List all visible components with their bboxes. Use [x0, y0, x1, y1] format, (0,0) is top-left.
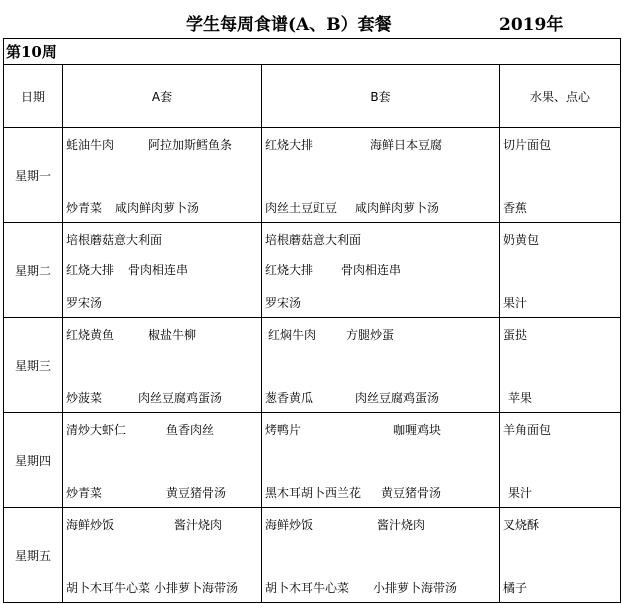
fruit: 果汁 [503, 296, 528, 310]
snack: 羊角面包 [503, 423, 552, 437]
dish: 椒盐牛柳 [148, 328, 197, 342]
dish: 红烧大排 [265, 263, 314, 277]
set-b-cell [262, 413, 500, 508]
dish: 蚝油牛肉 [66, 138, 115, 152]
set-a-cell [63, 508, 262, 603]
week-label: 第10周 [4, 39, 621, 65]
header-set-b: B套 [262, 65, 500, 128]
day-row-tue [4, 223, 621, 318]
set-a-cell [63, 413, 262, 508]
fruit-cell [500, 413, 621, 508]
dish: 罗宋汤 [66, 296, 103, 310]
dish: 胡卜木耳牛心菜 [265, 581, 350, 595]
fruit: 苹果 [508, 391, 533, 405]
day-label: 星期三 [4, 318, 63, 413]
dish: 小排萝卜海带汤 [154, 581, 239, 595]
fruit-cell [500, 508, 621, 603]
day-label: 星期二 [4, 223, 63, 318]
dish: 炒菠菜 [66, 391, 103, 405]
dish: 肉丝豆腐鸡蛋汤 [355, 391, 440, 405]
dish: 小排萝卜海带汤 [373, 581, 458, 595]
header-fruit: 水果、点心 [500, 65, 621, 128]
set-a-cell [63, 223, 262, 318]
header-date: 日期 [4, 65, 63, 128]
dish: 红烧大排 [66, 263, 115, 277]
dish: 葱香黄瓜 [265, 391, 314, 405]
day-row-thu [4, 413, 621, 508]
day-row-fri [4, 508, 621, 603]
dish: 红烧黄鱼 [66, 328, 115, 342]
menu-title: 学生每周食谱(A、B）套餐 [186, 15, 392, 35]
dish: 清炒大虾仁 [66, 423, 127, 437]
menu-year: 2019年 [499, 15, 564, 35]
dish: 酱汁烧肉 [377, 518, 426, 532]
page-title [0, 10, 623, 34]
fruit-cell [500, 128, 621, 223]
dish: 骨肉相连串 [128, 263, 189, 277]
dish: 鱼香肉丝 [166, 423, 215, 437]
dish: 烤鸭片 [265, 423, 302, 437]
snack: 奶黄包 [503, 233, 540, 247]
menu-table [3, 38, 621, 603]
set-b-cell [262, 508, 500, 603]
day-label: 星期五 [4, 508, 63, 603]
dish: 炒青菜 [66, 486, 103, 500]
dish: 红焖牛肉 [268, 328, 317, 342]
dish: 海鲜日本豆腐 [370, 138, 443, 152]
set-b-cell [262, 318, 500, 413]
dish: 红烧大排 [265, 138, 314, 152]
dish: 黑木耳胡卜西兰花 [265, 486, 362, 500]
dish: 酱汁烧肉 [174, 518, 223, 532]
dish: 罗宋汤 [265, 296, 302, 310]
fruit: 果汁 [508, 486, 533, 500]
dish: 咸肉鲜肉萝卜汤 [355, 201, 440, 215]
day-label: 星期四 [4, 413, 63, 508]
fruit-cell [500, 318, 621, 413]
fruit: 香蕉 [503, 201, 528, 215]
dish: 胡卜木耳牛心菜 [66, 581, 151, 595]
fruit: 橘子 [503, 581, 528, 595]
snack: 切片面包 [503, 138, 552, 152]
set-a-cell [63, 128, 262, 223]
dish: 培根蘑菇意大利面 [265, 233, 362, 247]
dish: 黄豆猪骨汤 [381, 486, 442, 500]
dish: 炒青菜 [66, 201, 103, 215]
header-row [4, 65, 621, 128]
day-label: 星期一 [4, 128, 63, 223]
dish: 肉丝豆腐鸡蛋汤 [138, 391, 223, 405]
dish: 骨肉相连串 [341, 263, 402, 277]
set-b-cell [262, 128, 500, 223]
dish: 方腿炒蛋 [346, 328, 395, 342]
day-row-wed [4, 318, 621, 413]
day-row-mon [4, 128, 621, 223]
header-set-a: A套 [63, 65, 262, 128]
dish: 海鲜炒饭 [66, 518, 115, 532]
snack: 蛋挞 [503, 328, 528, 342]
dish: 海鲜炒饭 [265, 518, 314, 532]
dish: 咸肉鲜肉萝卜汤 [115, 201, 200, 215]
snack: 叉烧酥 [503, 518, 540, 532]
set-b-cell [262, 223, 500, 318]
dish: 咖喱鸡块 [393, 423, 442, 437]
set-a-cell [63, 318, 262, 413]
fruit-cell [500, 223, 621, 318]
dish: 培根蘑菇意大利面 [66, 233, 163, 247]
dish: 阿拉加斯鳕鱼条 [148, 138, 233, 152]
dish: 肉丝土豆豇豆 [265, 201, 338, 215]
dish: 黄豆猪骨汤 [166, 486, 227, 500]
